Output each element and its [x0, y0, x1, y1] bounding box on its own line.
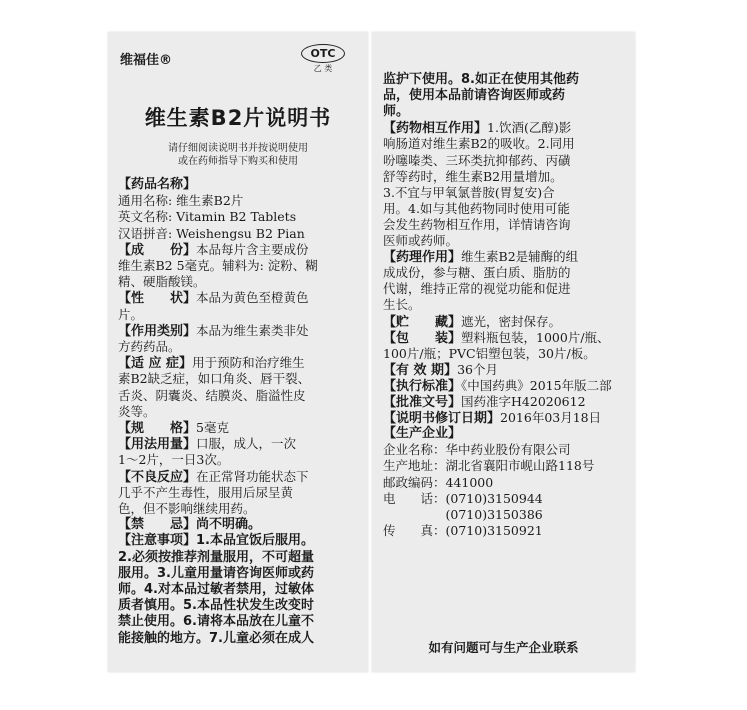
text-line: 色，但不影响继续用药。	[118, 501, 256, 516]
section-header: 【贮 藏】	[383, 314, 462, 330]
text-line: 电 话：(0710)3150944	[383, 490, 543, 506]
section-text: 36个月	[457, 361, 498, 377]
leaflet-title: 维生素B2片说明书	[144, 106, 332, 130]
text-line: 3.不宜与甲氧氯普胺(胃复安)合	[383, 184, 555, 200]
text-line: 炎等。	[118, 403, 156, 419]
section-text: 1.饮酒(乙醇)影	[487, 120, 572, 136]
text-line: 舌炎、阴囊炎、结膜炎、脂溢性皮	[118, 387, 306, 403]
text-line: 几乎不产生毒性，服用后尿呈黄	[118, 484, 294, 500]
text-line	[118, 469, 309, 486]
section-header: 【成 份】	[118, 242, 197, 258]
section-header: 【说明书修订日期】	[383, 411, 501, 427]
text-line	[383, 378, 612, 395]
text-line: 舒等药时，维生素B2用量增加。	[383, 168, 563, 184]
text-line: 能接触的地方。7.儿童必须在成人	[118, 630, 314, 646]
text-line	[383, 394, 586, 411]
section-header: 【有 效 期】	[383, 362, 458, 378]
text-line: 企业名称：华中药业股份有限公司	[383, 442, 571, 458]
text-line: 素B2缺乏症，如口角炎、唇干裂、	[118, 371, 311, 387]
section-text: 《中国药典》2015年版二部	[461, 377, 612, 393]
text-line: 师。4.对本品过敏者禁用，过敏体	[118, 582, 314, 597]
text-line	[118, 290, 309, 307]
text-line	[118, 242, 309, 259]
section-header: 【不良反应】	[118, 469, 197, 485]
section-header: 【规 格】	[118, 421, 197, 436]
text-line: 片。	[118, 306, 144, 322]
otc-mark: OTC	[301, 44, 345, 63]
text-line	[383, 314, 561, 331]
section-header: 【批准文号】	[383, 395, 462, 410]
text-line	[383, 120, 571, 137]
text-line	[383, 362, 498, 379]
section-header: 【执行标准】	[383, 378, 462, 394]
section-text: 用于预防和治疗维生	[192, 355, 305, 371]
text-line: 吩噻嗪类、三环类抗抑郁药、丙磺	[383, 152, 571, 168]
text-line: 2.必须按推荐剂量服用，不可超量	[118, 549, 314, 565]
section-text: 维生素B2是辅酶的组	[461, 249, 579, 265]
section-header: 【作用类别】	[118, 323, 197, 339]
text-line: 通用名称: 维生素B2片	[118, 193, 244, 209]
notice-line: 或在药师指导下购买和使用	[178, 156, 298, 167]
section-text: 2016年03月18日	[500, 410, 602, 426]
text-line: 响肠道对维生素B2的吸收。2.同用	[383, 136, 575, 152]
text-line: 用。4.如与其他药物同时使用可能	[383, 200, 570, 216]
section-header: 【药理作用】	[383, 250, 462, 266]
text-line: 质者慎用。5.本品性状发生改变时	[118, 598, 314, 614]
text-line: 传 真：(0710)3150921	[383, 522, 543, 538]
text-line: 医师或药师。	[383, 233, 459, 248]
section-text: 口服，成人，一次	[196, 436, 297, 452]
text-line: 【注意事项】1.本品宜饭后服用。	[118, 533, 314, 549]
text-line: 1～2片，一日3次。	[118, 452, 230, 468]
text-line	[383, 410, 601, 427]
text-line	[118, 420, 229, 437]
text-line	[383, 249, 578, 266]
text-line: 生产地址：湖北省襄阳市岘山路118号	[383, 458, 595, 474]
section-header: 【包 装】	[383, 330, 462, 346]
section-text: 国药准字H42020612	[461, 394, 586, 409]
section-text: 遮光，密封保存。	[461, 313, 562, 329]
text-line: 维生素B2 5毫克。辅料为: 淀粉、糊	[118, 258, 318, 273]
section-text: 塑料瓶包装，1000片/瓶、	[461, 329, 610, 345]
text-line: 方药药品。	[118, 339, 181, 354]
text-line: 100片/瓶；PVC铝塑包装，30片/板。	[383, 345, 596, 361]
section-text: 5毫克	[196, 420, 229, 435]
text-line	[383, 330, 610, 347]
leaflet-left-page	[108, 32, 368, 672]
text-line	[118, 323, 309, 340]
text-line: 英文名称: Vitamin B2 Tablets	[118, 209, 297, 225]
text-line: 品，使用本品前请咨询医师或药	[383, 88, 566, 104]
text-line: 服用。3.儿童用量请咨询医师或药	[118, 565, 314, 581]
text-line: (0710)3150386	[383, 506, 543, 522]
section-header: 【药物相互作用】	[383, 121, 488, 137]
leaflet-right-page	[372, 32, 635, 672]
otc-badge	[301, 44, 345, 72]
section-text: 在正常肾功能状态下	[196, 468, 309, 484]
text-line: 成成份，参与糖、蛋白质、脂肪的	[383, 265, 571, 281]
text-line: 邮政编码：441000	[383, 474, 494, 490]
text-line	[118, 355, 305, 372]
section-text: 本品为黄色至橙黄色	[196, 290, 309, 306]
text-line: 【禁 忌】尚不明确。	[118, 517, 262, 533]
text-line: 【药品名称】	[118, 177, 197, 192]
text-line: 监护下使用。8.如正在使用其他药	[383, 72, 579, 87]
text-line: 代谢，维持正常的视觉功能和促进	[383, 281, 571, 297]
text-line: 【生产企业】	[383, 426, 462, 442]
text-line: 师。	[383, 104, 410, 120]
section-text: 本品为维生素类非处	[196, 322, 309, 338]
text-line: 会发生药物相互作用，详情请咨询	[383, 216, 571, 232]
text-line: 精、硬脂酸镁。	[118, 274, 206, 290]
notice-line: 请仔细阅读说明书并按说明使用	[168, 143, 308, 154]
text-line: 生长。	[383, 297, 421, 313]
contact-note: 如有问题可与生产企业联系	[428, 640, 579, 655]
otc-category: 乙 类	[313, 64, 333, 73]
brand-name: 维福佳®	[120, 53, 173, 68]
section-text: 本品每片含主要成份	[196, 241, 309, 257]
text-line: 禁止使用。6.请将本品放在儿童不	[118, 614, 314, 630]
text-line	[118, 436, 296, 453]
text-line: 汉语拼音: Weishengsu B2 Pian	[118, 225, 305, 241]
section-header: 【适 应 症】	[118, 356, 193, 372]
section-header: 【性 状】	[118, 291, 197, 307]
section-header: 【用法用量】	[118, 437, 197, 453]
